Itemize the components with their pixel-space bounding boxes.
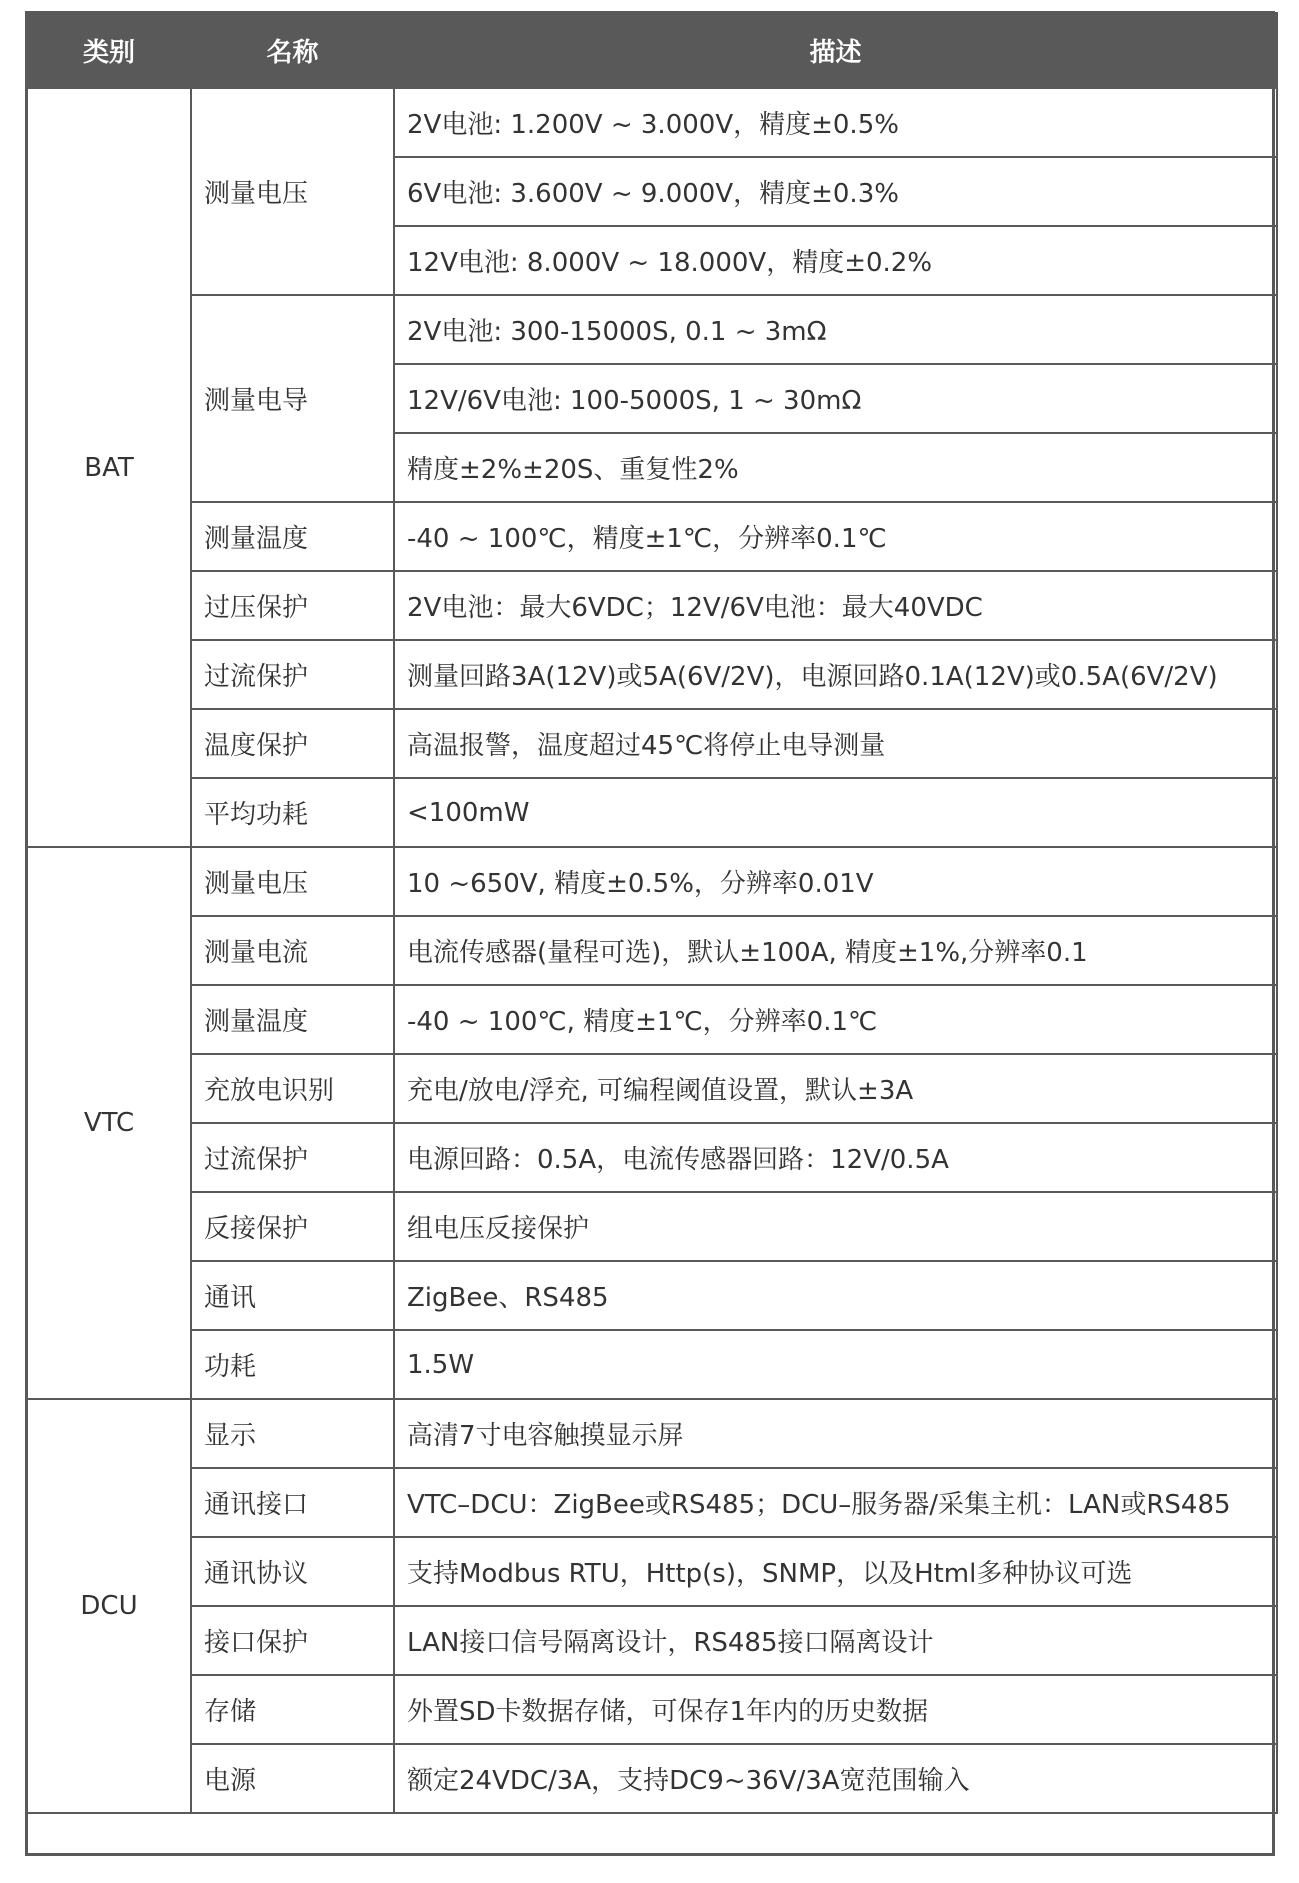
header-description: 描述: [394, 13, 1277, 88]
table-row: [27, 1675, 1277, 1744]
item-description: 6V电池: 3.600V ~ 9.000V，精度±0.3%: [394, 157, 1277, 226]
item-description: 精度±2%±20S、重复性2%: [394, 433, 1277, 502]
category-bat: BAT: [27, 88, 191, 847]
table-row: [27, 1123, 1277, 1192]
item-name: 存储: [191, 1675, 394, 1744]
item-name: 功耗: [191, 1330, 394, 1399]
item-name: 过压保护: [191, 571, 394, 640]
table-row: [27, 847, 1277, 916]
table-row: [27, 985, 1277, 1054]
item-description: 2V电池: 300-15000S, 0.1 ~ 3mΩ: [394, 295, 1277, 364]
table-row: [27, 1192, 1277, 1261]
item-name: 测量电压: [191, 88, 394, 295]
item-description: 高温报警，温度超过45℃将停止电导测量: [394, 709, 1277, 778]
header-name: 名称: [191, 13, 394, 88]
item-description: 电流传感器(量程可选)，默认±100A, 精度±1%,分辨率0.1: [394, 916, 1277, 985]
table-row: [27, 1054, 1277, 1123]
item-name: 过流保护: [191, 1123, 394, 1192]
spec-table: [26, 12, 1278, 1814]
item-description: -40 ~ 100℃，精度±1℃，分辨率0.1℃: [394, 502, 1277, 571]
item-description: 12V电池: 8.000V ~ 18.000V，精度±0.2%: [394, 226, 1277, 295]
table-row: [27, 1468, 1277, 1537]
item-description: VTC–DCU：ZigBee或RS485；DCU–服务器/采集主机：LAN或RS485: [394, 1468, 1277, 1537]
item-description: 12V/6V电池: 100-5000S, 1 ~ 30mΩ: [394, 364, 1277, 433]
category-vtc: VTC: [27, 847, 191, 1399]
item-name: 温度保护: [191, 709, 394, 778]
table-row: [27, 1606, 1277, 1675]
table-row: [27, 1399, 1277, 1468]
item-description: 1.5W: [394, 1330, 1277, 1399]
item-name: 测量电导: [191, 295, 394, 502]
item-name: 显示: [191, 1399, 394, 1468]
item-description: ZigBee、RS485: [394, 1261, 1277, 1330]
item-name: 电源: [191, 1744, 394, 1813]
item-description: 组电压反接保护: [394, 1192, 1277, 1261]
item-description: 电源回路：0.5A，电流传感器回路：12V/0.5A: [394, 1123, 1277, 1192]
item-description: 2V电池: 1.200V ~ 3.000V，精度±0.5%: [394, 88, 1277, 157]
item-description: 高清7寸电容触摸显示屏: [394, 1399, 1277, 1468]
table-row: [27, 571, 1277, 640]
item-name: 测量电流: [191, 916, 394, 985]
item-description: 2V电池：最大6VDC；12V/6V电池：最大40VDC: [394, 571, 1277, 640]
item-name: 通讯: [191, 1261, 394, 1330]
item-description: 额定24VDC/3A，支持DC9~36V/3A宽范围输入: [394, 1744, 1277, 1813]
item-name: 通讯协议: [191, 1537, 394, 1606]
table-row: [27, 88, 1277, 157]
item-description: <100mW: [394, 778, 1277, 847]
item-description: 充电/放电/浮充, 可编程阈值设置，默认±3A: [394, 1054, 1277, 1123]
item-description: 外置SD卡数据存储，可保存1年内的历史数据: [394, 1675, 1277, 1744]
item-name: 测量温度: [191, 985, 394, 1054]
table-row: [27, 502, 1277, 571]
item-name: 平均功耗: [191, 778, 394, 847]
table-row: [27, 640, 1277, 709]
item-description: 测量回路3A(12V)或5A(6V/2V)，电源回路0.1A(12V)或0.5A(6V/2V): [394, 640, 1277, 709]
item-name: 测量温度: [191, 502, 394, 571]
table-row: [27, 1537, 1277, 1606]
category-dcu: DCU: [27, 1399, 191, 1813]
table-row: [27, 709, 1277, 778]
item-description: LAN接口信号隔离设计，RS485接口隔离设计: [394, 1606, 1277, 1675]
item-description: 支持Modbus RTU，Http(s)，SNMP，以及Html多种协议可选: [394, 1537, 1277, 1606]
table-row: [27, 295, 1277, 364]
item-name: 通讯接口: [191, 1468, 394, 1537]
table-row: [27, 1330, 1277, 1399]
item-name: 接口保护: [191, 1606, 394, 1675]
header-row: [27, 13, 1277, 88]
item-description: 10 ~650V, 精度±0.5%，分辨率0.01V: [394, 847, 1277, 916]
header-category: 类别: [27, 13, 191, 88]
item-name: 反接保护: [191, 1192, 394, 1261]
table-row: [27, 916, 1277, 985]
table-row: [27, 1261, 1277, 1330]
item-name: 充放电识别: [191, 1054, 394, 1123]
item-description: -40 ~ 100℃, 精度±1℃，分辨率0.1℃: [394, 985, 1277, 1054]
item-name: 测量电压: [191, 847, 394, 916]
table-row: [27, 778, 1277, 847]
table-row: [27, 1744, 1277, 1813]
item-name: 过流保护: [191, 640, 394, 709]
